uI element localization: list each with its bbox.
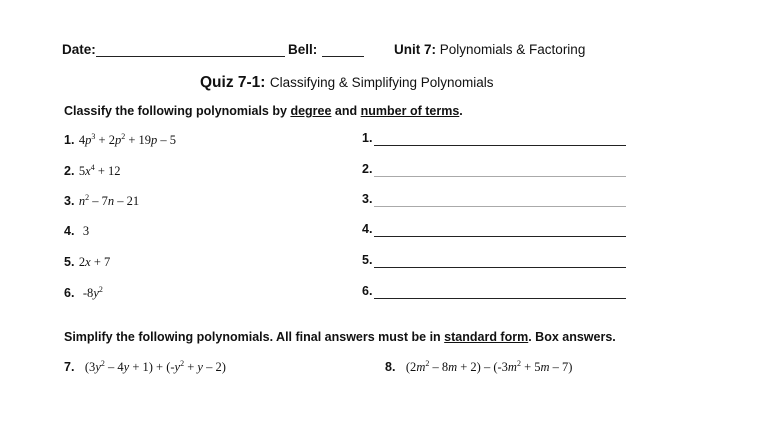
question-number: 3. bbox=[64, 194, 75, 208]
question-expression: $5x^4 + 12$ bbox=[78, 162, 121, 178]
bell-label: Bell: bbox=[288, 42, 318, 57]
question-number: 4. bbox=[64, 224, 75, 238]
question-number: 1. bbox=[64, 133, 75, 147]
date-label: Date: bbox=[62, 42, 96, 57]
classify-instruction-and: and bbox=[334, 104, 358, 118]
question-8 bbox=[385, 358, 572, 376]
answer-3-label: 3. bbox=[362, 192, 373, 206]
quiz-title bbox=[200, 74, 494, 92]
answer-3-line[interactable] bbox=[374, 206, 626, 207]
question-expression: $(3y^2 - 4y + 1) + (-y^2 + y - 2)$ bbox=[84, 358, 226, 374]
answer-5-label: 5. bbox=[362, 253, 373, 267]
classify-instruction-text: Classify the following polynomials by bbox=[64, 104, 287, 118]
question-1 bbox=[64, 131, 176, 149]
question-expression: $n^2 - 7n - 21$ bbox=[78, 192, 140, 208]
answer-6-line[interactable] bbox=[374, 298, 626, 299]
unit-label: Unit 7: bbox=[394, 42, 436, 57]
answer-6-label: 6. bbox=[362, 284, 373, 298]
answer-2-line[interactable] bbox=[374, 176, 626, 177]
question-number: 2. bbox=[64, 164, 75, 178]
answer-1-line[interactable] bbox=[374, 145, 626, 146]
question-6 bbox=[64, 284, 103, 302]
answer-4-line[interactable] bbox=[374, 236, 626, 237]
unit-heading bbox=[394, 42, 585, 57]
simplify-instruction-text: Simplify the following polynomials. All final answers must be in bbox=[64, 330, 441, 344]
date-blank[interactable] bbox=[96, 44, 285, 62]
bell-blank[interactable] bbox=[322, 44, 364, 62]
unit-topic: Polynomials & Factoring bbox=[439, 42, 586, 57]
question-number: 8. bbox=[385, 360, 396, 374]
simplify-instruction-end: . Box answers. bbox=[528, 330, 616, 344]
question-number: 6. bbox=[64, 286, 75, 300]
question-expression: $(2m^2 - 8m + 2) - (-3m^2 + 5m - 7)$ bbox=[405, 358, 573, 374]
question-expression: $4p^3 + 2p^2 + 19p - 5$ bbox=[78, 131, 177, 147]
question-number: 7. bbox=[64, 360, 75, 374]
answer-4-label: 4. bbox=[362, 222, 373, 236]
question-expression: 3 bbox=[82, 224, 90, 238]
question-7 bbox=[64, 358, 226, 376]
classify-instruction-period: . bbox=[459, 104, 463, 118]
answer-1-label: 1. bbox=[362, 131, 373, 145]
answer-5-line[interactable] bbox=[374, 267, 626, 268]
classify-instruction-degree: degree bbox=[290, 104, 332, 118]
question-expression: 2x + 7 bbox=[78, 255, 111, 269]
quiz-number: Quiz 7-1: bbox=[200, 74, 266, 91]
classify-instruction-terms: number of terms bbox=[360, 104, 460, 118]
question-number: 5. bbox=[64, 255, 75, 269]
simplify-instruction-standard-form: standard form bbox=[444, 330, 529, 344]
question-5 bbox=[64, 253, 110, 271]
question-3 bbox=[64, 192, 139, 210]
question-expression: $-8y^2$ bbox=[82, 284, 103, 300]
answer-2-label: 2. bbox=[362, 162, 373, 176]
quiz-subtitle: Classifying & Simplifying Polynomials bbox=[269, 75, 494, 90]
simplify-instruction bbox=[64, 330, 616, 344]
classify-instruction bbox=[64, 104, 463, 118]
question-2 bbox=[64, 162, 121, 180]
question-4 bbox=[64, 222, 89, 240]
